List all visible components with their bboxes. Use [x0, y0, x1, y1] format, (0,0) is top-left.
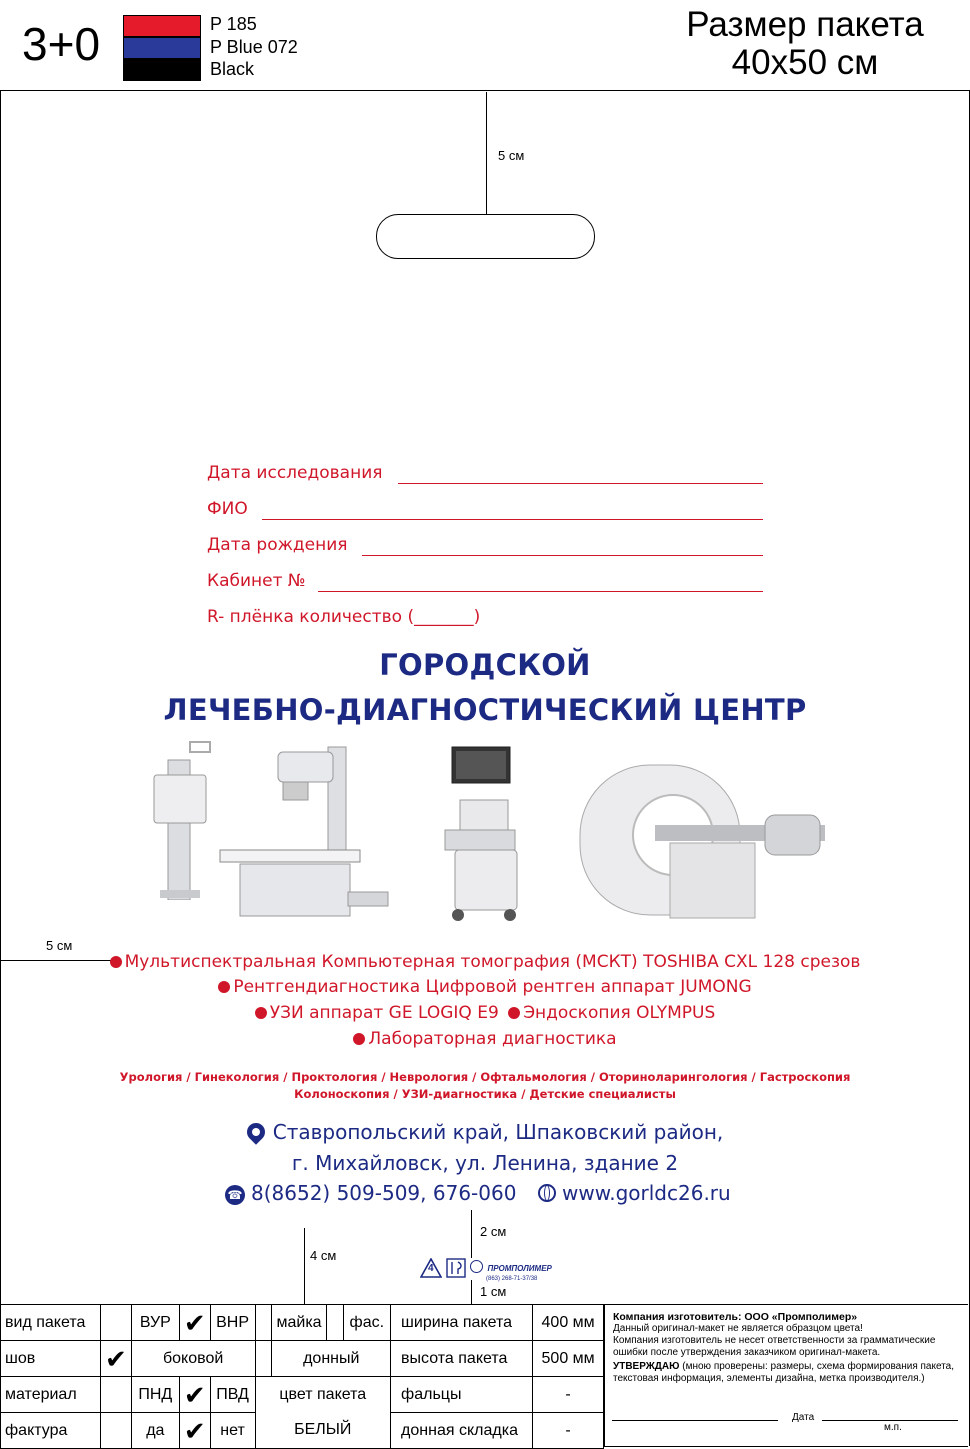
website-text: www.gorldc26.ru: [562, 1181, 731, 1205]
table-cell: 500 мм: [533, 1341, 604, 1377]
title-line1: ГОРОДСКОЙ: [379, 648, 591, 682]
table-cell: ПВД: [210, 1377, 255, 1413]
swatch-label-black: Black: [210, 59, 255, 79]
date-line: [822, 1420, 958, 1421]
bullet-icon: [110, 956, 122, 968]
xray-stand-image: [150, 740, 215, 900]
phone-text: 8(8652) 509-509, 676-060: [251, 1181, 517, 1205]
checkmark-icon: ✔: [179, 1413, 210, 1449]
checkmark-icon: ✔: [179, 1305, 210, 1341]
table-cell: 400 мм: [533, 1305, 604, 1341]
xray-table-image: [218, 742, 390, 920]
table-cell: нет: [210, 1413, 255, 1449]
film-label: R- плёнка количество (_______): [207, 607, 481, 627]
fio-label: ФИО: [207, 499, 248, 519]
table-cell: [326, 1305, 343, 1341]
table-cell: -: [533, 1377, 604, 1413]
swatch-label-blue: P Blue 072: [210, 37, 298, 57]
bullet-icon: [218, 981, 230, 993]
spec-table: [0, 1304, 604, 1449]
maker-logo: [470, 1258, 552, 1282]
service-text: Эндоскопия OLYMPUS: [523, 1003, 716, 1023]
service-text: Мультиспектральная Компьютерная томография (МСКТ) TOSHIBA CXL 128 срезов: [124, 952, 861, 972]
service-line4: [0, 1029, 970, 1049]
cabinet-label: Кабинет №: [207, 571, 306, 591]
bullet-icon: [255, 1007, 267, 1019]
table-cell: -: [533, 1413, 604, 1449]
top-margin-label: 5 см: [498, 148, 525, 163]
table-cell: боковой: [131, 1341, 255, 1377]
checkmark-icon: ✔: [179, 1377, 210, 1413]
birth-line: [362, 555, 763, 556]
service-text: Лабораторная диагностика: [368, 1029, 617, 1049]
table-cell: высота пакета: [391, 1341, 533, 1377]
swatch-label-red: P 185: [210, 14, 257, 34]
table-row: [1, 1341, 604, 1377]
service-line3: [0, 1003, 970, 1023]
address-line2: г. Михайловск, ул. Ленина, здание 2: [291, 1151, 679, 1175]
table-cell: [255, 1305, 272, 1341]
size-title-line2: 40х50 см: [731, 43, 879, 82]
table-cell: донная складка: [391, 1413, 533, 1449]
bag-color-value: БЕЛЫЙ: [294, 1421, 352, 1438]
ultrasound-image: [440, 745, 525, 923]
recycle-number: 4: [428, 1263, 434, 1274]
stamp-label: м.п.: [884, 1422, 902, 1433]
table-cell: ВНР: [210, 1305, 255, 1341]
location-pin-icon: [243, 1119, 268, 1144]
table-cell: [255, 1377, 391, 1449]
table-cell: донный: [272, 1341, 391, 1377]
service-line2: [0, 977, 970, 997]
food-safe-icon: [446, 1258, 466, 1278]
bullet-icon: [508, 1007, 520, 1019]
phone-icon: ☎: [225, 1185, 245, 1205]
table-cell: [100, 1305, 131, 1341]
bottom-dim-line-4: [304, 1228, 305, 1304]
approval-details: (мною проверены: размеры, схема формирования пакета, текстовая информация, элементы дизайна, метка производителя.): [613, 1361, 955, 1384]
bottom-1-label: 1 см: [480, 1284, 507, 1299]
swatch-black: [123, 59, 201, 81]
size-title-line1: Размер пакета: [686, 5, 924, 44]
globe-icon: [538, 1184, 556, 1202]
note-responsibility: Компания изготовитель не несет ответственности за грамматические ошибки после утверждения заказчиком оригинал-макета.: [613, 1335, 936, 1358]
color-code: 3+0: [22, 18, 101, 70]
swatch-blue: [123, 37, 201, 59]
note-color: Данный оригинал-макет не является образцом цвета!: [613, 1323, 863, 1334]
table-cell: фальцы: [391, 1377, 533, 1413]
bullet-icon: [353, 1033, 365, 1045]
bottom-dim-line-1: [471, 1280, 472, 1304]
table-cell: фактура: [1, 1413, 101, 1449]
maker-name: ПРОМПОЛИМЕР: [487, 1264, 552, 1273]
approval-text: [613, 1361, 962, 1385]
table-cell: майка: [272, 1305, 326, 1341]
handle-dim-line: [486, 92, 487, 214]
table-cell: [255, 1341, 272, 1377]
address-line1: [0, 1120, 970, 1144]
date-line: [398, 483, 763, 484]
website-line: [538, 1181, 731, 1205]
specialties-line2: Колоноскопия / УЗИ-диагностика / Детские специалисты: [294, 1087, 676, 1101]
bottom-4-label: 4 см: [310, 1248, 337, 1263]
company-name: Компания изготовитель: ООО «Промполимер»: [613, 1311, 858, 1323]
table-cell: ВУР: [131, 1305, 179, 1341]
table-cell: [100, 1377, 131, 1413]
swatch-red: [123, 15, 201, 37]
approval-box: [604, 1304, 968, 1447]
table-cell: ширина пакета: [391, 1305, 533, 1341]
table-row: [1, 1377, 604, 1413]
maker-phone: (863) 268-71-37/38: [486, 1276, 538, 1282]
table-cell: да: [131, 1413, 179, 1449]
checkmark-icon: ✔: [100, 1341, 131, 1377]
date-label: Дата исследования: [207, 463, 383, 483]
handle-cutout: [376, 214, 595, 259]
maker-logo-icon: [470, 1260, 483, 1273]
table-cell: вид пакета: [1, 1305, 101, 1341]
ct-scanner-image: [575, 755, 825, 930]
fio-line: [262, 519, 763, 520]
table-row: [1, 1305, 604, 1341]
approval-title: УТВЕРЖДАЮ: [613, 1361, 680, 1372]
phone-line: [225, 1181, 516, 1205]
signature-line: [612, 1420, 778, 1421]
date-field-label: Дата: [792, 1412, 815, 1423]
bag-color-label: цвет пакета: [279, 1386, 367, 1403]
bottom-2-label: 2 см: [480, 1224, 507, 1239]
title-line2: ЛЕЧЕБНО-ДИАГНОСТИЧЕСКИЙ ЦЕНТР: [163, 693, 807, 727]
bottom-dim-line-2: [471, 1210, 472, 1258]
service-text: Рентгендиагностика Цифровой рентген аппарат JUMONG: [233, 977, 752, 997]
side-margin-label: 5 см: [46, 938, 73, 953]
cabinet-line: [318, 591, 763, 592]
table-cell: шов: [1, 1341, 101, 1377]
table-cell: ПНД: [131, 1377, 179, 1413]
table-cell: материал: [1, 1377, 101, 1413]
service-text: УЗИ аппарат GE LOGIQ E9: [269, 1003, 499, 1023]
address-text: Ставропольский край, Шпаковский район,: [272, 1120, 724, 1144]
table-cell: [100, 1413, 131, 1449]
birth-label: Дата рождения: [207, 535, 348, 555]
table-cell: фас.: [343, 1305, 390, 1341]
service-line1: [0, 952, 970, 972]
specialties-line1: Урология / Гинекология / Проктология / Неврология / Офтальмология / Оториноларингология / Гастроскопия: [119, 1070, 851, 1084]
